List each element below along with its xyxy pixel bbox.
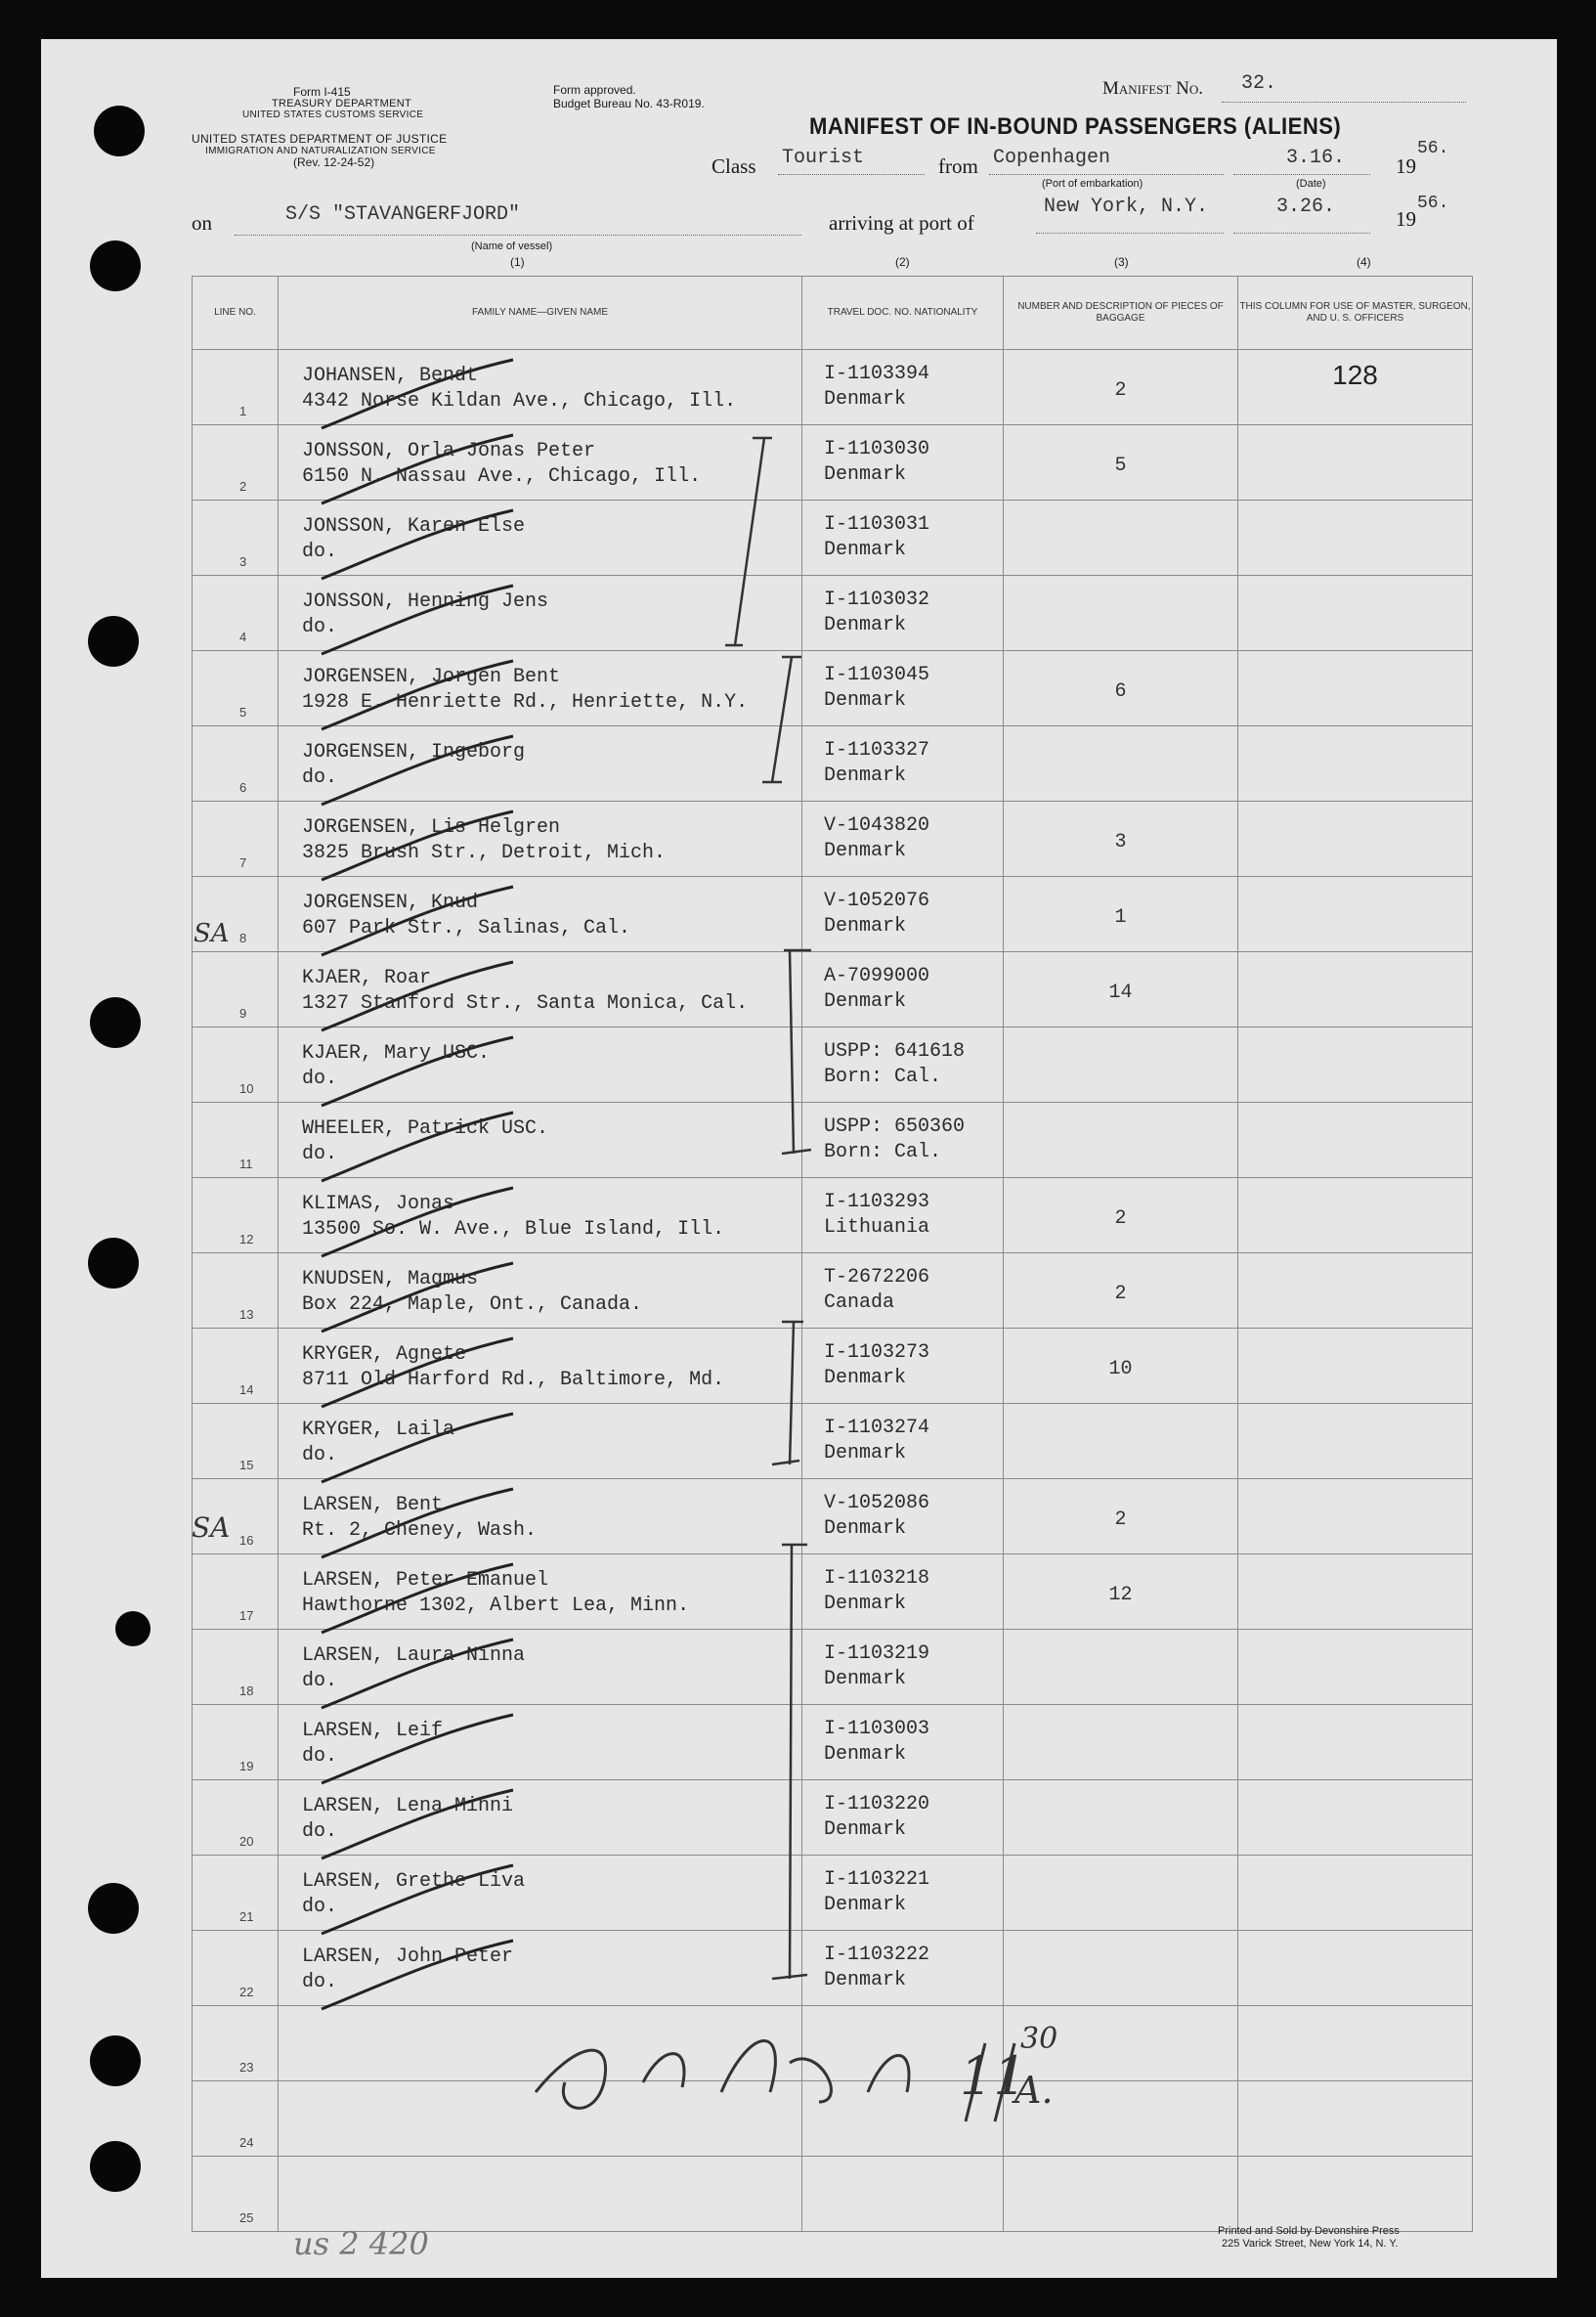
baggage-count: 2 (1114, 1508, 1127, 1531)
passenger-name: JONSSON, Orla Jonas Peter (302, 440, 596, 462)
line-number: 2 (239, 479, 247, 494)
baggage-count: 14 (1108, 982, 1133, 1004)
arrival-date: 3.26. (1276, 196, 1336, 218)
line-number: 24 (239, 2135, 254, 2150)
passenger-name: JORGENSEN, Knud (302, 892, 479, 914)
customs-service: UNITED STATES CUSTOMS SERVICE (242, 109, 424, 120)
travel-doc-number: I-1103003 (824, 1718, 930, 1740)
line-number: 5 (239, 705, 247, 720)
line-number: 10 (239, 1081, 254, 1096)
passenger-name: LARSEN, Peter Emanuel (302, 1569, 549, 1592)
line-number: 20 (239, 1834, 254, 1849)
line-number: 15 (239, 1458, 254, 1472)
passenger-address: do. (302, 766, 338, 789)
line-number: 9 (239, 1006, 247, 1021)
passenger-name: JORGENSEN, Lis Helgren (302, 816, 561, 839)
travel-doc-number: USPP: 641618 (824, 1040, 966, 1063)
nationality: Denmark (824, 388, 907, 411)
travel-doc-number: I-1103218 (824, 1567, 930, 1590)
treasury-dept: TREASURY DEPARTMENT (272, 98, 412, 109)
arrival-port: New York, N.Y. (1044, 196, 1209, 218)
manifest-no-value: 32. (1241, 72, 1277, 95)
col-num-4: (4) (1357, 255, 1371, 269)
travel-doc-number: I-1103327 (824, 739, 930, 762)
officer-note: 128 (1332, 360, 1378, 390)
passenger-name: JONSSON, Henning Jens (302, 590, 549, 613)
form-number: Form I-415 (293, 85, 351, 99)
passenger-name: KRYGER, Laila (302, 1419, 455, 1441)
travel-doc-number: I-1103394 (824, 363, 930, 385)
nationality: Born: Cal. (824, 1066, 942, 1088)
line-number: 25 (239, 2210, 254, 2225)
printer-line-2: 225 Varick Street, New York 14, N. Y. (1222, 2238, 1399, 2250)
baggage-count: 2 (1114, 1283, 1127, 1305)
nationality: Denmark (824, 1517, 907, 1540)
nationality: Lithuania (824, 1216, 930, 1239)
passenger-name: LARSEN, John Peter (302, 1945, 514, 1968)
passenger-address: 13500 So. W. Ave., Blue Island, Ill. (302, 1218, 725, 1241)
departure-date: 3.16. (1286, 147, 1346, 169)
passenger-name: LARSEN, Lena Minni (302, 1795, 514, 1817)
class-label: Class (712, 154, 756, 178)
travel-doc-number: V-1052076 (824, 890, 930, 912)
baggage-count: 3 (1114, 831, 1127, 853)
line-number: 13 (239, 1307, 254, 1322)
passenger-name: JORGENSEN, Ingeborg (302, 741, 526, 764)
form-approved: Form approved. (553, 83, 636, 97)
nationality: Denmark (824, 840, 907, 862)
passenger-address: 6150 N. Nassau Ave., Chicago, Ill. (302, 465, 702, 488)
line-number: 18 (239, 1683, 254, 1698)
col-num-1: (1) (510, 255, 525, 269)
line-number: 7 (239, 855, 247, 870)
from-value: Copenhagen (993, 147, 1111, 169)
col-num-2: (2) (895, 255, 910, 269)
line-number: 4 (239, 630, 247, 644)
baggage-count: 2 (1114, 379, 1127, 402)
nationality: Denmark (824, 1442, 907, 1465)
travel-doc-number: I-1103273 (824, 1341, 930, 1364)
nationality: Denmark (824, 915, 907, 938)
port-caption: (Port of embarkation) (1042, 178, 1143, 190)
passenger-name: JOHANSEN, Bendt (302, 365, 479, 387)
nationality: Canada (824, 1291, 895, 1314)
nationality: Denmark (824, 1894, 907, 1916)
budget-bureau: Budget Bureau No. 43-R019. (553, 97, 705, 110)
passenger-name: KJAER, Roar (302, 967, 432, 989)
form-title: MANIFEST OF IN-BOUND PASSENGERS (ALIENS) (809, 113, 1342, 140)
vessel-name: S/S "STAVANGERFJORD" (285, 203, 521, 226)
date-caption: (Date) (1296, 178, 1326, 190)
passenger-name: LARSEN, Bent (302, 1494, 444, 1516)
travel-doc-number: USPP: 650360 (824, 1115, 966, 1138)
on-label: on (192, 211, 212, 235)
nationality: Denmark (824, 1818, 907, 1841)
passenger-name: WHEELER, Patrick USC. (302, 1117, 549, 1140)
line-number: 23 (239, 2060, 254, 2075)
line-number: 16 (239, 1533, 254, 1548)
passenger-address: 607 Park Str., Salinas, Cal. (302, 917, 631, 940)
nationality: Denmark (824, 1593, 907, 1615)
passenger-name: KLIMAS, Jonas (302, 1193, 455, 1215)
passenger-address: 8711 Old Harford Rd., Baltimore, Md. (302, 1369, 725, 1391)
header-travel-doc: TRAVEL DOC. NO. NATIONALITY (802, 277, 1004, 350)
manifest-no-label: Manifest No. (1102, 78, 1203, 99)
header-name: FAMILY NAME—GIVEN NAME (279, 277, 802, 350)
handwritten-reference: us 2 420 (293, 2225, 429, 2262)
passenger-address: do. (302, 1745, 338, 1768)
signature-time-min: 30 (1020, 2022, 1058, 2056)
margin-note-sa: SA (192, 1511, 231, 1544)
year-suffix-2: 56. (1417, 194, 1449, 213)
travel-doc-number: I-1103221 (824, 1868, 930, 1891)
header-baggage: NUMBER AND DESCRIPTION OF PIECES OF BAGGAGE (1004, 277, 1238, 350)
year-prefix-2: 19 (1396, 207, 1416, 231)
travel-doc-number: I-1103293 (824, 1191, 930, 1213)
arriving-label: arriving at port of (829, 211, 974, 235)
signature-time-ampm: A. (1014, 2069, 1054, 2112)
nationality: Denmark (824, 539, 907, 561)
line-number: 19 (239, 1759, 254, 1773)
nationality: Denmark (824, 614, 907, 636)
passenger-address: do. (302, 1820, 338, 1843)
vessel-caption: (Name of vessel) (471, 240, 553, 252)
ins-service: IMMIGRATION AND NATURALIZATION SERVICE (205, 146, 436, 156)
passenger-address: 1928 E. Henriette Rd., Henriette, N.Y. (302, 691, 749, 714)
passenger-name: JORGENSEN, Jorgen Bent (302, 666, 561, 688)
baggage-count: 5 (1114, 455, 1127, 477)
passenger-name: LARSEN, Grethe Liva (302, 1870, 526, 1893)
travel-doc-number: A-7099000 (824, 965, 930, 987)
line-number: 11 (239, 1157, 253, 1171)
col-num-3: (3) (1114, 255, 1129, 269)
nationality: Denmark (824, 990, 907, 1013)
passenger-name: KNUDSEN, Magmus (302, 1268, 479, 1290)
passenger-address: 3825 Brush Str., Detroit, Mich. (302, 842, 667, 864)
from-label: from (938, 154, 978, 178)
margin-note-sa: SA (194, 919, 230, 948)
line-number: 17 (239, 1608, 254, 1623)
baggage-count: 6 (1114, 680, 1127, 703)
travel-doc-number: I-1103031 (824, 513, 930, 536)
travel-doc-number: I-1103032 (824, 589, 930, 611)
travel-doc-number: V-1043820 (824, 814, 930, 837)
year-suffix: 56. (1417, 139, 1449, 158)
passenger-name: KJAER, Mary USC. (302, 1042, 491, 1065)
class-value: Tourist (782, 147, 865, 169)
passenger-address: do. (302, 1670, 338, 1692)
line-number: 21 (239, 1909, 254, 1924)
revision-date: (Rev. 12-24-52) (293, 155, 375, 169)
passenger-address: do. (302, 616, 338, 638)
baggage-count: 12 (1108, 1584, 1133, 1606)
passenger-name: JONSSON, Karen Else (302, 515, 526, 538)
line-number: 3 (239, 554, 247, 569)
passenger-name: KRYGER, Agnete (302, 1343, 467, 1366)
passenger-address: Rt. 2, Cheney, Wash. (302, 1519, 538, 1542)
line-number: 1 (239, 404, 247, 418)
travel-doc-number: I-1103045 (824, 664, 930, 686)
passenger-name: LARSEN, Leif (302, 1720, 444, 1742)
printer-line-1: Printed and Sold by Devonshire Press (1218, 2225, 1400, 2237)
baggage-count: 1 (1114, 906, 1127, 929)
header-officers: THIS COLUMN FOR USE OF MASTER, SURGEON, AND U. S. OFFICERS (1238, 277, 1473, 350)
passenger-address: Box 224, Maple, Ont., Canada. (302, 1293, 643, 1316)
travel-doc-number: I-1103222 (824, 1944, 930, 1966)
nationality: Denmark (824, 765, 907, 787)
nationality: Denmark (824, 1969, 907, 1991)
nationality: Denmark (824, 1668, 907, 1690)
passenger-address: do. (302, 1971, 338, 1993)
nationality: Born: Cal. (824, 1141, 942, 1163)
line-number: 6 (239, 780, 247, 795)
travel-doc-number: V-1052086 (824, 1492, 930, 1514)
year-prefix: 19 (1396, 154, 1416, 178)
travel-doc-number: T-2672206 (824, 1266, 930, 1289)
travel-doc-number: I-1103030 (824, 438, 930, 460)
passenger-address: do. (302, 541, 338, 563)
nationality: Denmark (824, 689, 907, 712)
line-number: 8 (239, 931, 247, 945)
justice-dept: UNITED STATES DEPARTMENT OF JUSTICE (192, 132, 448, 146)
header-line-no: LINE NO. (193, 277, 279, 350)
passenger-address: do. (302, 1444, 338, 1466)
baggage-count: 2 (1114, 1207, 1127, 1230)
nationality: Denmark (824, 463, 907, 486)
passenger-address: Hawthorne 1302, Albert Lea, Minn. (302, 1595, 690, 1617)
travel-doc-number: I-1103274 (824, 1417, 930, 1439)
travel-doc-number: I-1103219 (824, 1642, 930, 1665)
nationality: Denmark (824, 1367, 907, 1389)
baggage-count: 10 (1108, 1358, 1133, 1380)
passenger-address: do. (302, 1068, 338, 1090)
line-number: 14 (239, 1382, 254, 1397)
passenger-address: 1327 Stanford Str., Santa Monica, Cal. (302, 992, 749, 1015)
line-number: 12 (239, 1232, 254, 1246)
signature-time-hour: 11 (960, 2045, 1027, 2107)
passenger-address: do. (302, 1896, 338, 1918)
passenger-name: LARSEN, Laura Ninna (302, 1644, 526, 1667)
passenger-address: do. (302, 1143, 338, 1165)
nationality: Denmark (824, 1743, 907, 1766)
passenger-address: 4342 Norse Kildan Ave., Chicago, Ill. (302, 390, 737, 413)
line-number: 22 (239, 1985, 254, 1999)
travel-doc-number: I-1103220 (824, 1793, 930, 1815)
